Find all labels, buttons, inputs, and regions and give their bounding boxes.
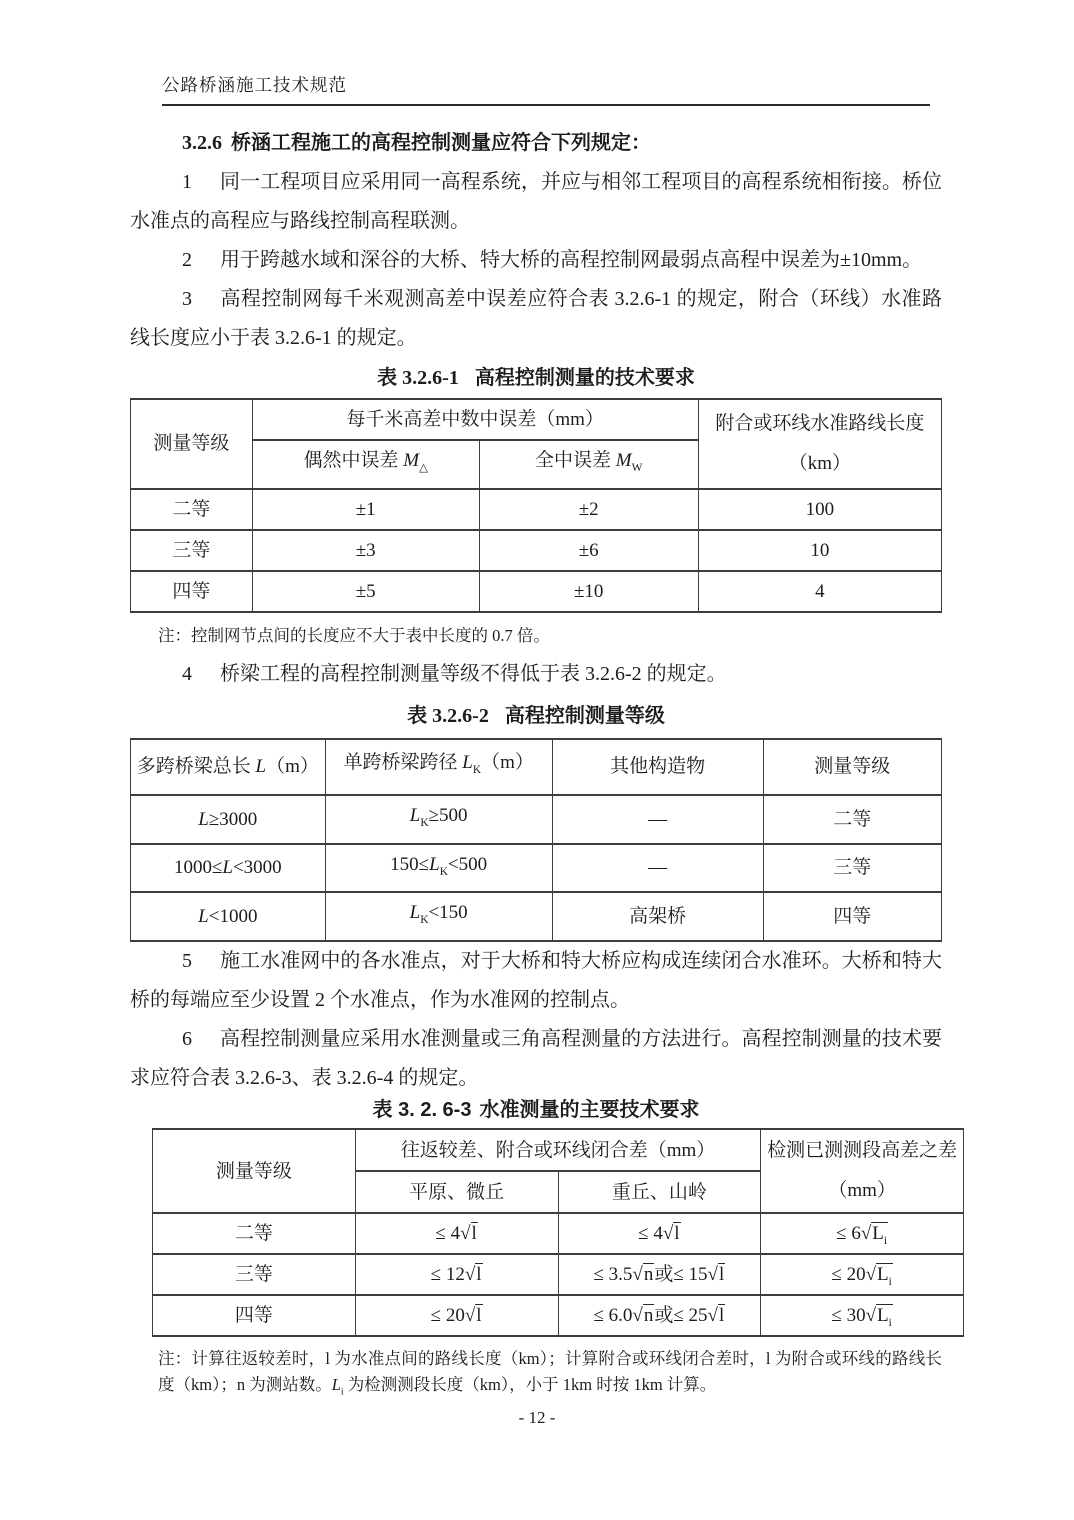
- table-row: [131, 530, 942, 571]
- page-number: - 12 -: [518, 1408, 556, 1427]
- table-header-random-error: 偶然中误差 $M_\triangle$: [252, 440, 479, 489]
- table-cell: L≥3000: [131, 795, 326, 844]
- table-cell: ±5: [252, 571, 479, 612]
- table-cell: ≤ $6√L_i$: [761, 1213, 964, 1254]
- table-cell: 二等: [763, 795, 941, 844]
- table-elevation-control-requirements: [130, 398, 942, 613]
- table-cell: 四等: [153, 1295, 356, 1336]
- header-line-1: 附合或环线水准路线长度: [715, 412, 925, 434]
- table-cell: 三等: [763, 844, 941, 893]
- table-cell: $L_K\ge 500$: [325, 795, 552, 844]
- table-cell: 二等: [131, 489, 253, 530]
- table-1-caption: 高程控制测量的技术要求: [474, 367, 695, 389]
- clause-item-5: [130, 942, 942, 1020]
- table-cell: ≤ 6.0√n或≤ 25√l: [558, 1295, 761, 1336]
- item-text: 高程控制网每千米观测高差中误差应符合表 3.2.6-1 的规定，附合（环线）水准路线长度应小于表 3.2.6-1 的规定。: [130, 288, 942, 349]
- item-number: 5: [182, 950, 192, 973]
- table-cell: ±10: [479, 571, 698, 612]
- table-row: [131, 489, 942, 530]
- table-row: [153, 1295, 964, 1336]
- table-header-plain-hills: 平原、微丘: [355, 1171, 558, 1213]
- table-cell: 10: [698, 530, 941, 571]
- header-line-1: 检测已测测段高差之差: [767, 1140, 958, 1162]
- table-header-heavy-hills-mountains: 重丘、山岭: [558, 1171, 761, 1213]
- table-cell: 三等: [131, 530, 253, 571]
- table-cell: $150\le L_K<500$: [325, 844, 552, 893]
- section-intro: 桥涵工程施工的高程控制测量应符合下列规定：: [231, 132, 651, 154]
- table-row: [131, 571, 942, 612]
- table-header-grade: 测量等级: [763, 739, 941, 795]
- clause-item-1: [130, 163, 942, 241]
- table-cell: 四等: [131, 571, 253, 612]
- table-cell: ≤ 4√l: [558, 1213, 761, 1254]
- table-cell: ≤ 20√l: [355, 1295, 558, 1336]
- clause-item-4: [130, 655, 942, 694]
- table-header-grade: 测量等级: [153, 1129, 356, 1213]
- table-2-number: 表 3.2.6-2: [407, 704, 489, 727]
- table-row: [153, 1213, 964, 1254]
- table-header-closure-group: 往返较差、附合或环线闭合差（mm）: [355, 1129, 761, 1171]
- table-header-check-diff: [761, 1129, 964, 1213]
- table-cell: ±3: [252, 530, 479, 571]
- item-text: 施工水准网中的各水准点，对于大桥和特大桥应构成连续闭合水准环。大桥和特大桥的每端应至少设置 2 个水准点，作为水准网的控制点。: [130, 950, 942, 1012]
- table-3-note: 注：计算往返较差时，l 为水准点间的路线长度（km）；计算附合或环线闭合差时，l 为附合或环线的路线长 度（km）；n 为测站数。$L_i$ 为检测测段长度（km），小于 1km 时按 1km 计算。: [158, 1349, 942, 1398]
- table-cell: ≤ 4√l: [355, 1213, 558, 1254]
- item-text: 高程控制测量应采用水准测量或三角高程测量的方法进行。高程控制测量的技术要求应符合表 3.2.6-3、表 3.2.6-4 的规定。: [130, 1028, 942, 1090]
- item-number: 6: [182, 1028, 192, 1051]
- header-line-2: （mm）: [828, 1180, 896, 1202]
- table-1-title: [130, 366, 942, 390]
- table-cell: 三等: [153, 1254, 356, 1295]
- item-number: 2: [182, 249, 192, 271]
- table-2-title: [130, 704, 942, 728]
- table-cell: 1000≤L<3000: [131, 844, 326, 893]
- table-cell: ±6: [479, 530, 698, 571]
- item-number: 4: [182, 662, 192, 685]
- table-1-note: 注：控制网节点间的长度应不大于表中长度的 0.7 倍。: [158, 625, 550, 645]
- table-row: [131, 844, 942, 893]
- table-cell: ±1: [252, 489, 479, 530]
- table-cell: $L_K<150$: [325, 892, 552, 941]
- table-row: [131, 795, 942, 844]
- table-header-total-error: 全中误差 $M_W$: [479, 440, 698, 489]
- table-cell: ≤ 12√l: [355, 1254, 558, 1295]
- item-text: 用于跨越水域和深谷的大桥、特大桥的高程控制网最弱点高程中误差为±10mm。: [220, 249, 923, 271]
- table-row: [153, 1254, 964, 1295]
- table-leveling-technical-requirements: [152, 1128, 964, 1337]
- table-header-single-span: 单跨桥梁跨径 $L_K(m)$: [325, 739, 552, 795]
- table-2-caption: 高程控制测量等级: [504, 704, 665, 727]
- table-cell: ≤ $20√L_i$: [761, 1254, 964, 1295]
- clause-item-3: [130, 280, 942, 358]
- table-cell: ≤ 3.5√n或≤ 15√l: [558, 1254, 761, 1295]
- table-header-multi-span: 多跨桥梁总长 L（m）: [131, 739, 326, 795]
- section-number: 3.2.6: [182, 132, 222, 154]
- table-row: [131, 892, 942, 941]
- table-cell: L<1000: [131, 892, 326, 941]
- clause-item-2: [130, 241, 942, 280]
- table-cell: —: [552, 844, 763, 893]
- clause-item-6: [130, 1020, 942, 1098]
- table-header-grade: 测量等级: [131, 399, 253, 489]
- section-heading: [130, 124, 942, 163]
- item-text: 同一工程项目应采用同一高程系统，并应与相邻工程项目的高程系统相衔接。桥位水准点的高程应与路线控制高程联测。: [130, 171, 942, 232]
- table-cell: ≤ $30√L_i$: [761, 1295, 964, 1336]
- table-cell: 4: [698, 571, 941, 612]
- table-1-number: 表 3.2.6-1: [377, 367, 459, 389]
- table-cell: 四等: [763, 892, 941, 941]
- table-header-other: 其他构造物: [552, 739, 763, 795]
- table-cell: 二等: [153, 1213, 356, 1254]
- table-cell: —: [552, 795, 763, 844]
- table-3-number: 表 3. 2. 6-3: [372, 1099, 472, 1122]
- table-header-group: 每千米高差中数中误差（mm）: [252, 399, 698, 440]
- item-text: 桥梁工程的高程控制测量等级不得低于表 3.2.6-2 的规定。: [220, 662, 727, 685]
- header-line-2: （km）: [788, 452, 851, 474]
- item-number: 3: [182, 288, 192, 310]
- table-elevation-measurement-grades: [130, 738, 942, 942]
- table-cell: 100: [698, 489, 941, 530]
- running-header: [162, 72, 930, 106]
- table-cell: ±2: [479, 489, 698, 530]
- table-header-route-length: [698, 399, 941, 489]
- document-body: [130, 116, 958, 1405]
- table-3-caption: 水准测量的主要技术要求: [479, 1099, 700, 1122]
- table-3-title: [130, 1098, 942, 1122]
- header-title: 公路桥涵施工技术规范: [162, 75, 347, 95]
- table-cell: 高架桥: [552, 892, 763, 941]
- item-number: 1: [182, 171, 192, 193]
